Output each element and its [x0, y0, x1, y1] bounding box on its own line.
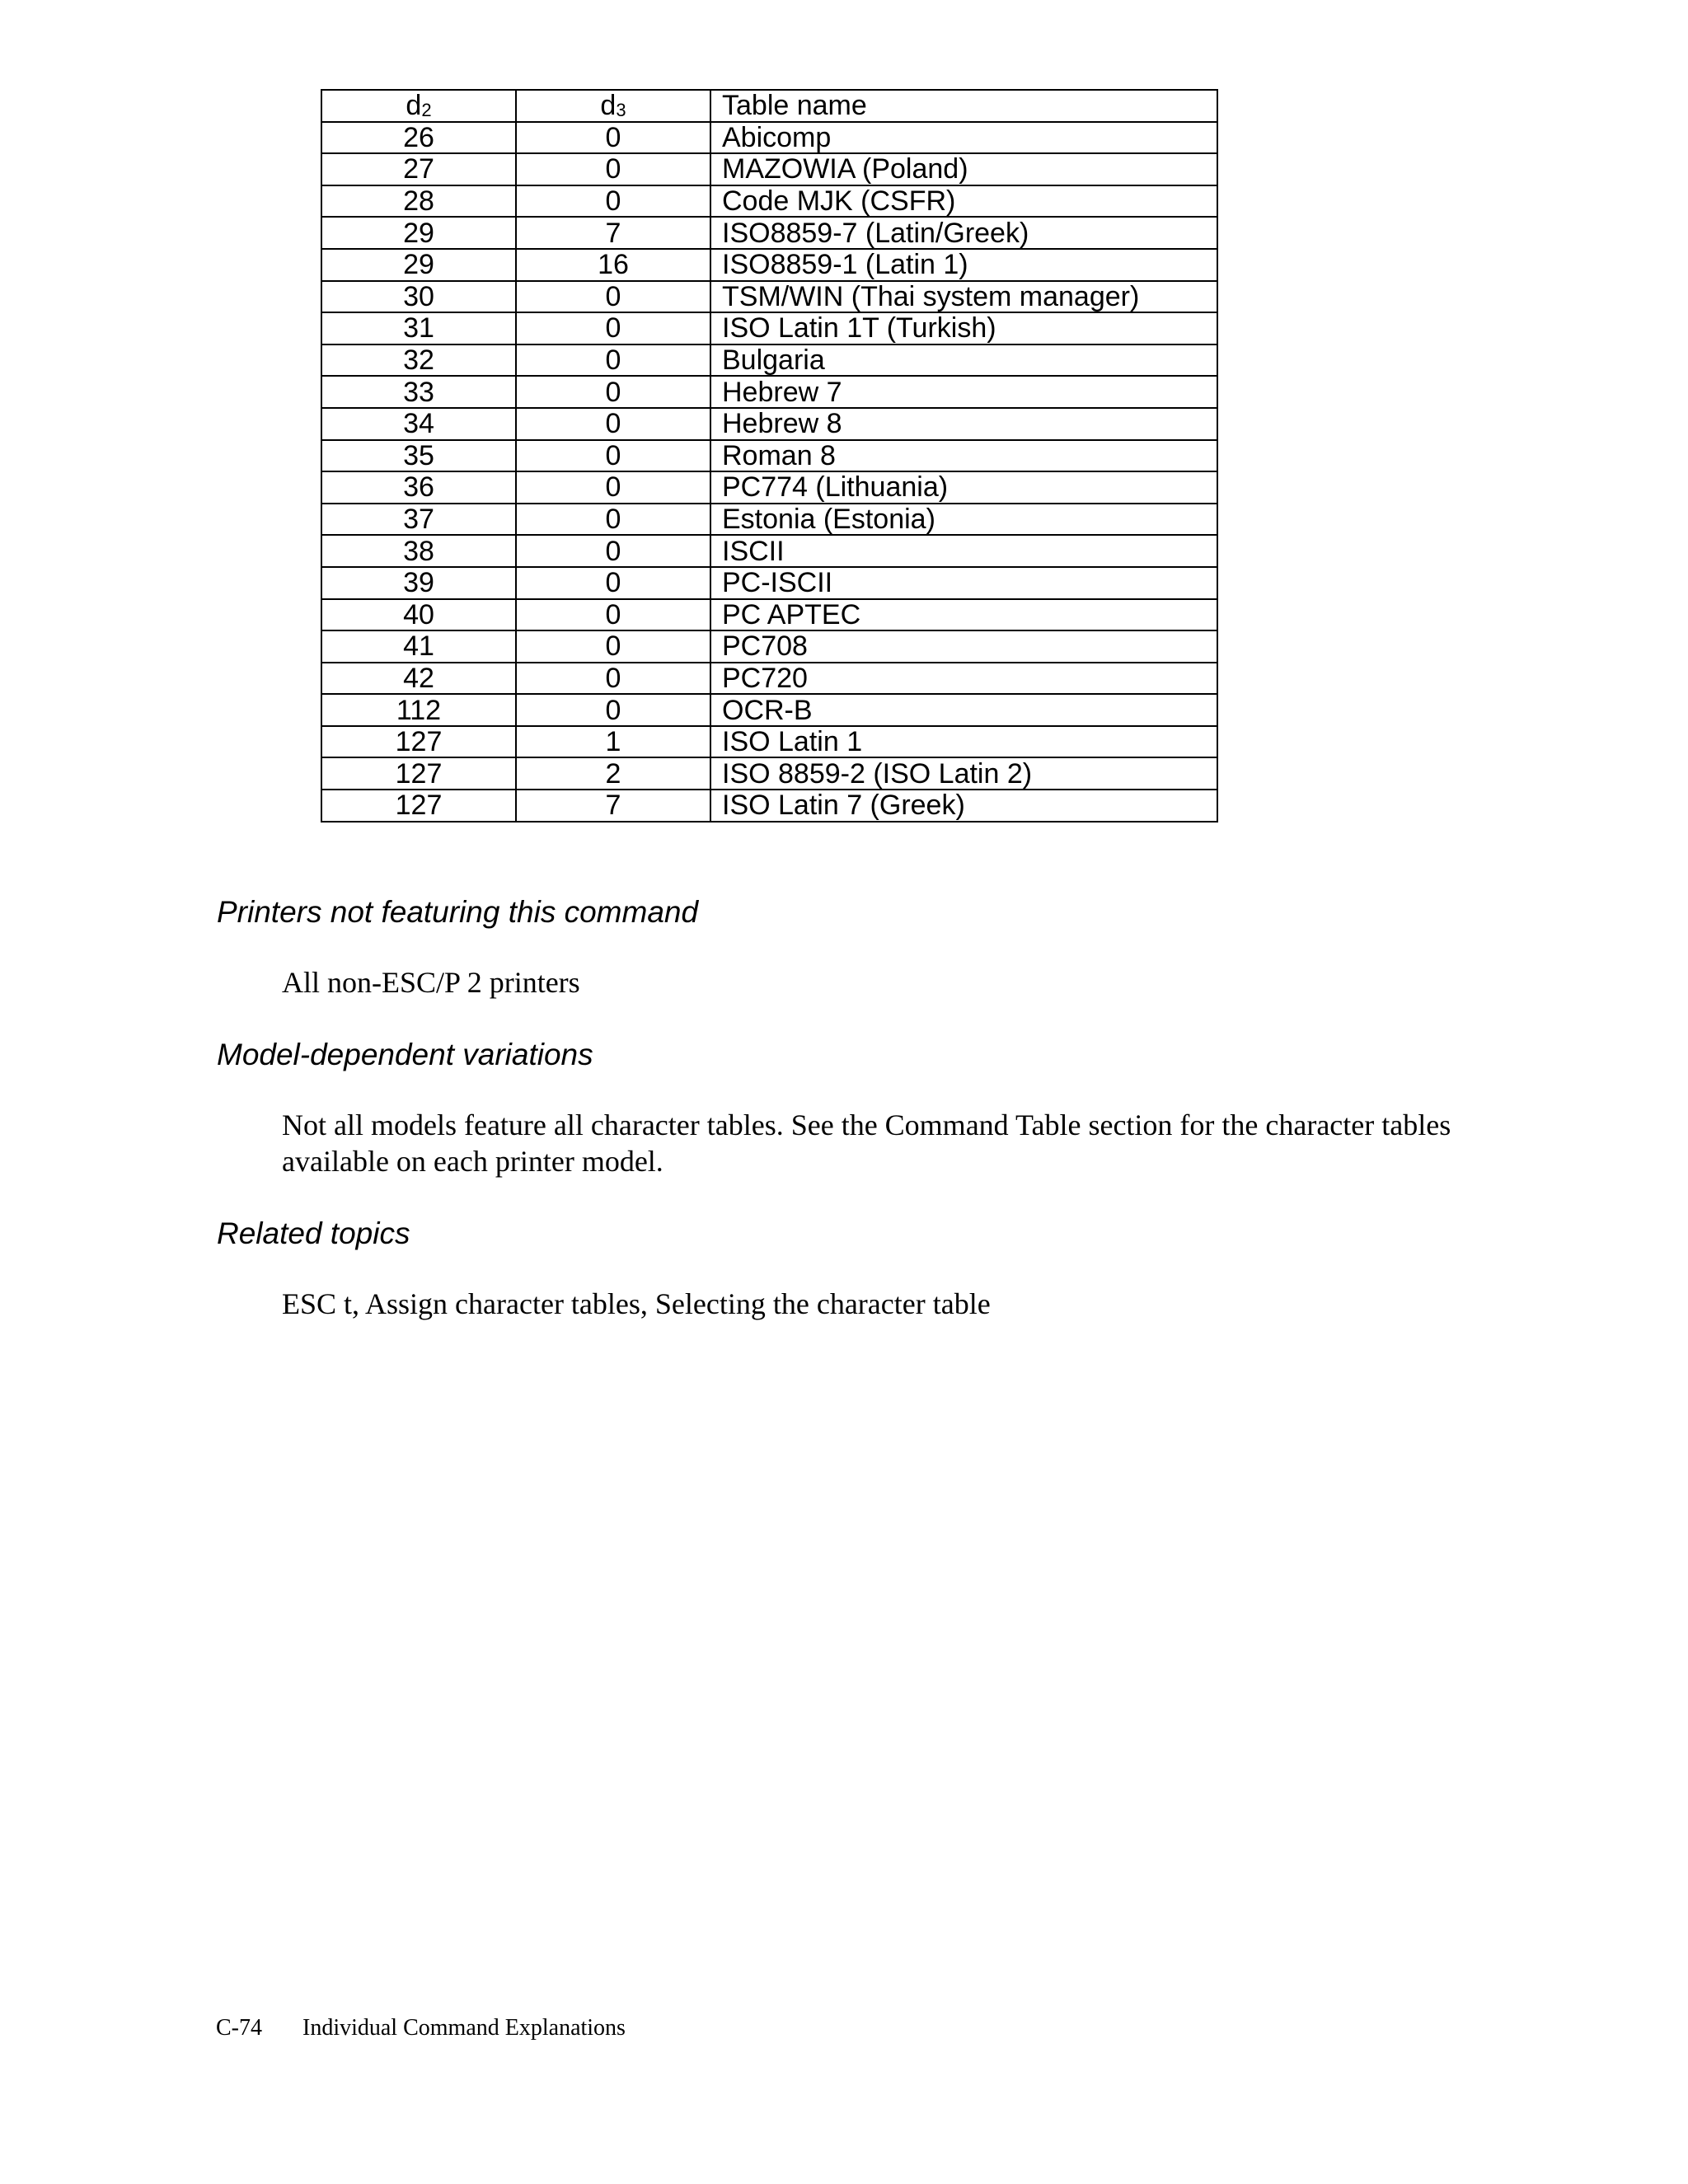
cell-table-name: ISCII [710, 535, 1217, 567]
cell-d2: 127 [321, 757, 516, 790]
cell-d3: 0 [516, 694, 710, 726]
cell-d3: 0 [516, 122, 710, 154]
cell-d2: 33 [321, 376, 516, 408]
cell-d2: 42 [321, 663, 516, 695]
cell-table-name: ISO8859-7 (Latin/Greek) [710, 217, 1217, 249]
cell-table-name: Estonia (Estonia) [710, 504, 1217, 536]
cell-table-name: ISO 8859-2 (ISO Latin 2) [710, 757, 1217, 790]
cell-d2: 26 [321, 122, 516, 154]
table-row [321, 535, 1217, 567]
cell-table-name: PC-ISCII [710, 567, 1217, 599]
cell-table-name: Hebrew 7 [710, 376, 1217, 408]
header-d3: $d_3$ [516, 90, 710, 122]
chapter-title: Individual Command Explanations [302, 2015, 626, 2041]
cell-d2: 32 [321, 344, 516, 377]
character-table [321, 89, 1218, 823]
cell-d3: 0 [516, 281, 710, 313]
cell-table-name: PC774 (Lithuania) [710, 471, 1217, 504]
cell-d3: 0 [516, 663, 710, 695]
table-row [321, 344, 1217, 377]
cell-d3: 0 [516, 376, 710, 408]
header-table-name: Table name [710, 90, 1217, 122]
table-row [321, 312, 1217, 344]
cell-d2: 41 [321, 630, 516, 663]
table-row [321, 726, 1217, 758]
variations-text: Not all models feature all character tables. See the Command Table section for the character tables available on each printer model. [282, 1108, 1451, 1178]
cell-table-name: Code MJK (CSFR) [710, 185, 1217, 218]
cell-table-name: OCR-B [710, 694, 1217, 726]
page-footer [216, 2014, 626, 2042]
table-row [321, 440, 1217, 472]
table-row [321, 790, 1217, 822]
cell-table-name: ISO8859-1 (Latin 1) [710, 249, 1217, 281]
cell-d2: 27 [321, 153, 516, 185]
cell-d3: 7 [516, 790, 710, 822]
cell-d2: 35 [321, 440, 516, 472]
cell-d3: 0 [516, 312, 710, 344]
related-heading: Related topics [217, 1216, 410, 1250]
variations-heading: Model-dependent variations [217, 1038, 593, 1071]
cell-d2: 127 [321, 790, 516, 822]
cell-d3: 0 [516, 344, 710, 377]
cell-d3: 0 [516, 440, 710, 472]
related-text: ESC t, Assign character tables, Selecting the character table [282, 1287, 991, 1320]
table-row [321, 408, 1217, 440]
cell-table-name: PC708 [710, 630, 1217, 663]
cell-d3: 0 [516, 599, 710, 631]
cell-d3: 16 [516, 249, 710, 281]
table-row [321, 630, 1217, 663]
cell-d2: 127 [321, 726, 516, 758]
header-d2: $d_2$ [321, 90, 516, 122]
cell-d2: 40 [321, 599, 516, 631]
cell-d2: 39 [321, 567, 516, 599]
cell-table-name: Roman 8 [710, 440, 1217, 472]
cell-table-name: ISO Latin 1T (Turkish) [710, 312, 1217, 344]
cell-d3: 0 [516, 630, 710, 663]
cell-table-name: Hebrew 8 [710, 408, 1217, 440]
page-number: C-74 [216, 2015, 262, 2041]
table-row [321, 694, 1217, 726]
table-row [321, 757, 1217, 790]
cell-d2: 29 [321, 217, 516, 249]
table-row [321, 471, 1217, 504]
cell-table-name: Abicomp [710, 122, 1217, 154]
cell-d3: 0 [516, 185, 710, 218]
cell-d2: 29 [321, 249, 516, 281]
table-row [321, 599, 1217, 631]
cell-d3: 1 [516, 726, 710, 758]
cell-table-name: Bulgaria [710, 344, 1217, 377]
table-row [321, 281, 1217, 313]
cell-d2: 31 [321, 312, 516, 344]
cell-d2: 36 [321, 471, 516, 504]
table-row [321, 567, 1217, 599]
cell-d3: 2 [516, 757, 710, 790]
cell-table-name: PC APTEC [710, 599, 1217, 631]
table-row [321, 122, 1217, 154]
table-row [321, 376, 1217, 408]
cell-table-name: MAZOWIA (Poland) [710, 153, 1217, 185]
cell-d3: 7 [516, 217, 710, 249]
cell-d2: 30 [321, 281, 516, 313]
cell-d3: 0 [516, 408, 710, 440]
cell-d2: 28 [321, 185, 516, 218]
table-row [321, 249, 1217, 281]
cell-d3: 0 [516, 567, 710, 599]
cell-d2: 34 [321, 408, 516, 440]
cell-d3: 0 [516, 153, 710, 185]
printers-heading: Printers not featuring this command [217, 895, 699, 929]
table-row [321, 504, 1217, 536]
printers-text: All non-ESC/P 2 printers [282, 966, 580, 999]
cell-d3: 0 [516, 535, 710, 567]
cell-table-name: ISO Latin 1 [710, 726, 1217, 758]
table-header-row [321, 90, 1217, 122]
cell-d3: 0 [516, 504, 710, 536]
cell-d2: 37 [321, 504, 516, 536]
cell-table-name: ISO Latin 7 (Greek) [710, 790, 1217, 822]
cell-table-name: PC720 [710, 663, 1217, 695]
cell-d2: 38 [321, 535, 516, 567]
cell-table-name: TSM/WIN (Thai system manager) [710, 281, 1217, 313]
table-row [321, 153, 1217, 185]
cell-d3: 0 [516, 471, 710, 504]
table-row [321, 185, 1217, 218]
table-row [321, 217, 1217, 249]
table-row [321, 663, 1217, 695]
cell-d2: 112 [321, 694, 516, 726]
